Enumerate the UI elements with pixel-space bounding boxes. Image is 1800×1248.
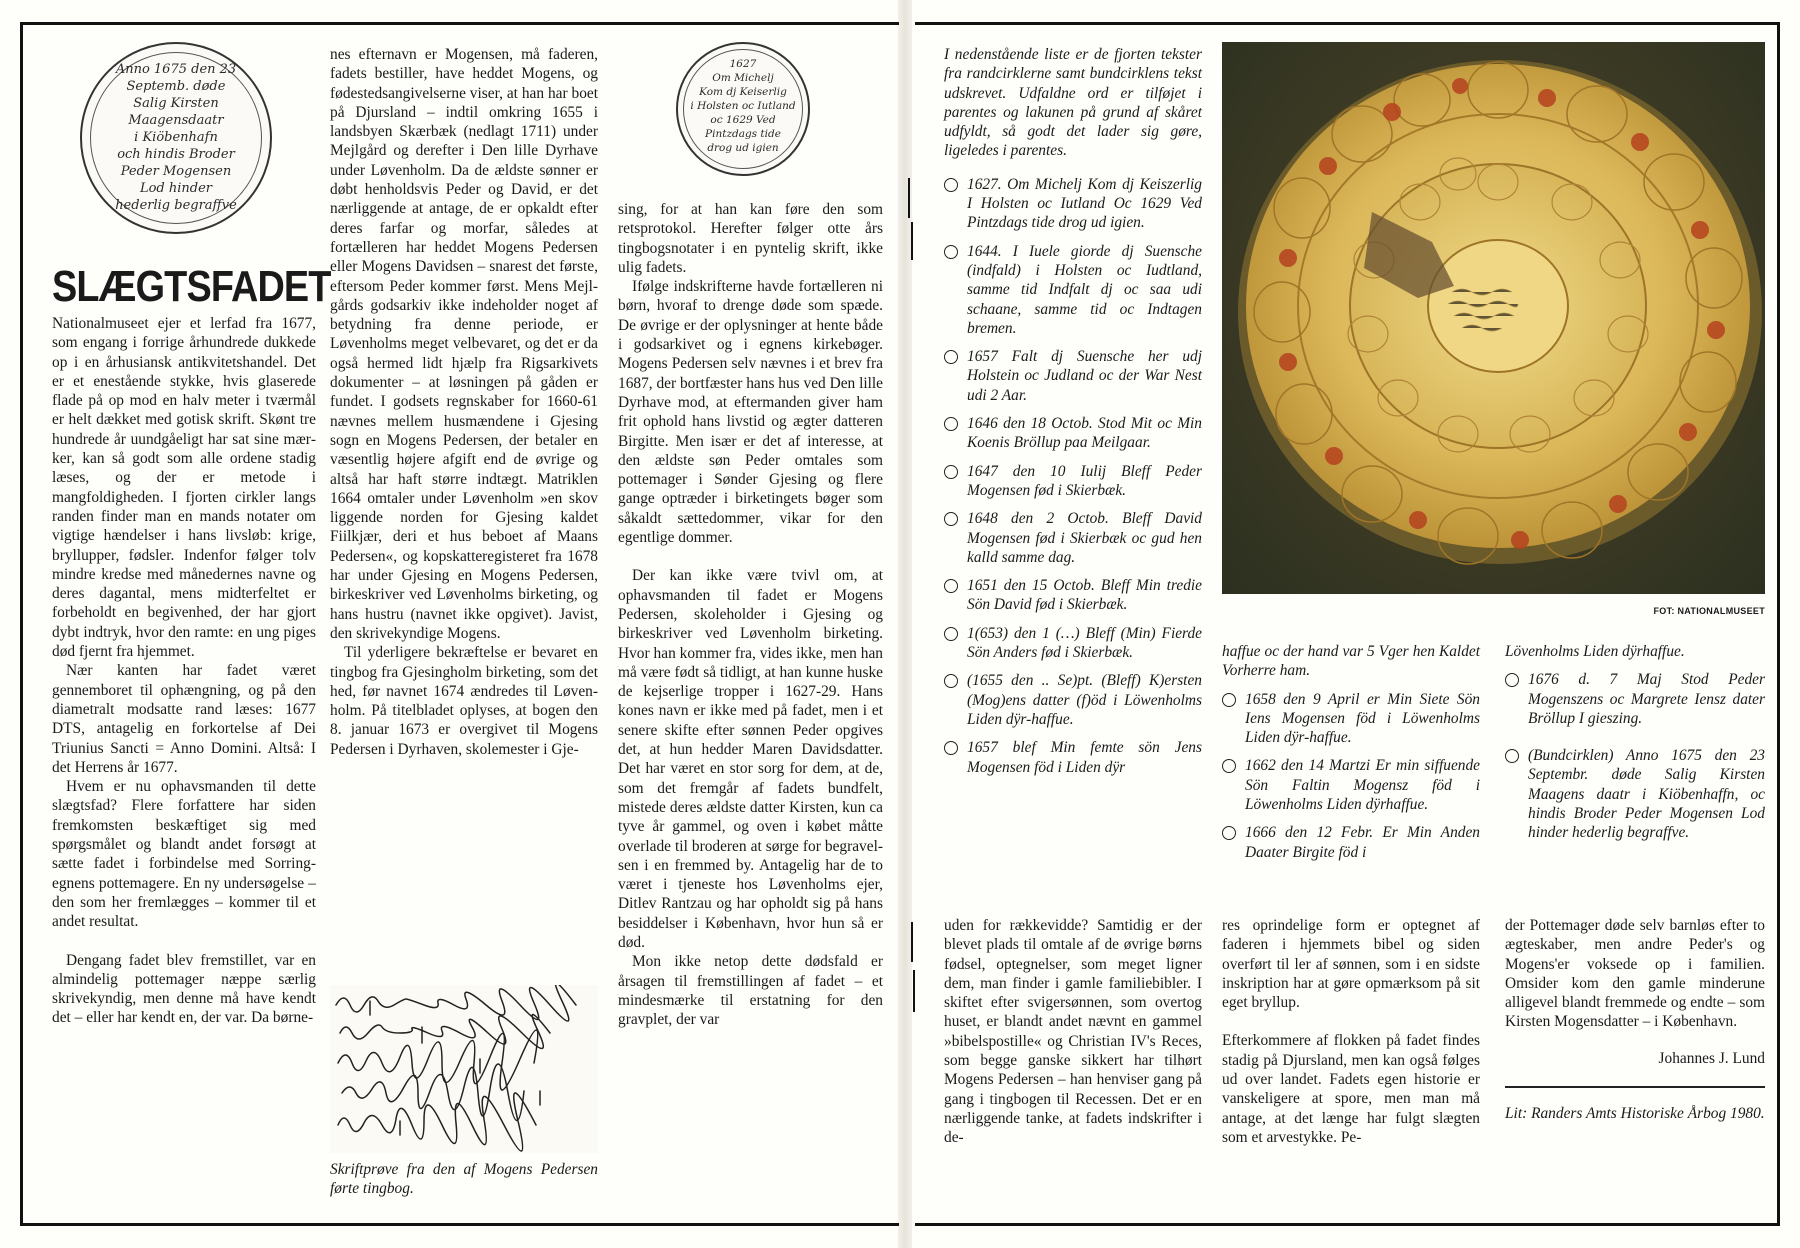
- inscription-entry: [944, 347, 1202, 405]
- inscription-text: 1657 blef Min femte sön Jens Mogensen föd i Liden dÿr: [967, 739, 1202, 776]
- inscription-text: 1651 den 15 Octob. Bleff Min tredie Sön David fød i Skierbæk.: [967, 577, 1202, 614]
- article-paragraph: Nationalmuseet ejer et lerfad fra 1677, som engang i forrige århundrede dukkede op i en århusiansk antikvitetshandel. Det er et enestående stykke, hvis glaserede flade på op mod en halv meter i tværmål er helt dækket med gotisk skrift. Skønt tre hundrede år uundgåeligt har sat sine mærker, kan så godt som alle ordene stadig læses, og der er metode i mangfoldigheden. I fjorten cirkler langs randen finder man en mands notater om vigtige hændelser i hans livsløb: krige, bryllupper, fødsler. Indenfor følger tolv mindre kredse med månedernes navne og deres dagantal, mens midterfeltet er forbeholdt en begivenhed, der har gjort dybt indtryk, hvor den ramte: en ung piges død fjernt fra hjemmet.: [52, 315, 316, 661]
- circle-bullet-icon: [1222, 693, 1236, 707]
- article-paragraph: nes efternavn er Mogensen, må faderen, fadets bestiller, have heddet Mogens, og fødestedsangivelserne viser, at han har boet på Djursland – indtil omkring 1655 i landsbyen Skærbæk (nedlagt 1711) under Mejlgård og derefter i Den lille Dyrhave under Løvenholm. Da de ældste sønner er døbt henholdsvis Peder og David, er det nærliggende at antage, de er opkaldt efter deres farfar og morfar, således at fortælleren har heddet Mogens Pedersen eller Mogens Davidsen – snarest det første, eftersom Peder kommer først. Mens Mejlgårds godsarkiv ikke indeholder noget af betydning fra denne periode, er Løvenholms meget velbevaret, og det er da også hermed lidt hjælp fra Rigsarkivets dokumenter – at løsningen på gåden er fundet. I godsets regnskaber for 1660-61 nævnes mellem husmændene i Gjesing sogn en Mogens Pedersen, der betaler en væsentlig højere afgift end de øvrige og altså har haft større indtægt. Matriklen 1664 omtaler under Løvenholm »en skov liggende norden for Gjesing kaldet Fiilkjær, deri et hus beboet af Maans Pedersen«, og kopskatteregisteret fra 1678 har under Gjesing en Mogens Pedersen, birkeskriver ved Løvenholms birketing, og hans hustru (navnet ikke opgivet). Javist, den skrivekyndige Mogens.: [330, 46, 598, 642]
- article-paragraph: Til yderligere bekræftelse er bevaret en tingbog fra Gjesingholm birketing, som det hed, før navnet 1674 ændredes til Løvenholm. På titelbladet oplyses, at bogen den 8. januar 1673 er overgivet til Mogens Pedersen i Dyrhaven, skolemester i Gje-: [330, 644, 598, 758]
- inscription-entry: [944, 671, 1202, 729]
- circle-bullet-icon: [1505, 673, 1519, 687]
- divider-rule: [1505, 1086, 1765, 1088]
- article-paragraph: Der kan ikke være tvivl om, at ophavsmanden til fadet er Mogens Pedersen, skoleholder i Gjesing og birkeskriver ved Løvenholm birketing. Hvor han kommer fra, vides ikke, men han må være født så tidligt, at han kunne huske de kejserlige tropper i 1627-29. Hans kones navn er ikke med på fadet, men i et senere skifte efter sønnen Peder opgives det, at hun hedder Maren Davidsdatter. Det har været en stor sorg for dem, at de, som det fremgår af fadets bundfelt, mistede deres ældste datter Kirsten, kun ca tyve år gammel, og oven i købet måtte overlade til broderen at sørge for begravelsen i en fremmed by. Antagelig har de to været i tjeneste hos Løvenholms ejer, Ditlev Rantzau og har opholdt sig på hans besiddelser i København, hvor hun så er død.: [618, 567, 883, 951]
- article-column-2: [330, 45, 598, 759]
- article-paragraph: Ifølge indskrifterne havde fortælleren ni børn, hvoraf to drenge døde som spæde. De øvrige er der oplysninger at hente både i godsarkivet og i egnens kirkebøger. Mogens Pedersen selv nævnes i et brev fra 1687, der bortfæster hans hus ved Den lille Dyrhave mod, at eftermanden giver ham frit ophold hans livstid og ægter datteren Birgitte. Men især er det af interesse, at den ældste søn Peder omtales som pottemager i Sønder Gjesing og flere gange optræder i birketingets bøger som såkaldt sættedommer, vikar for den egentlige dommer.: [618, 278, 884, 547]
- seal-inscription-line: Salig Kirsten: [133, 96, 219, 111]
- inscription-text: 1644. I Iuele giorde dj Suensche (indfald) i Holsten oc Iudtland, samme tid Indfalt dj oc saa udi schaane, samme tid oc Indtagen bremen.: [967, 242, 1202, 337]
- inscription-entry: [944, 509, 1202, 567]
- inscription-text: 1647 den 10 Iulij Bleff Peder Mogensen fød i Skierbæk.: [967, 462, 1202, 499]
- circle-bullet-icon: [1222, 759, 1236, 773]
- inscription-entry: [944, 624, 1202, 663]
- inscription-text: 1646 den 18 Octob. Stod Mit oc Min Koenis Bröllup paa Meilgaar.: [967, 415, 1202, 452]
- article-paragraph: uden for rækkevidde? Samtidig er der blevet plads til omtale af de øvrige børns fødsel, optegnelser, som meget ligner dem, man finder i gamle familiebibler. I skiftet efter svigersønnen, som overtog huset, er blandt andet nævnt en gammel »bibelspostille« og Christian IV's Reces, som begge ganske sikkert har tilhørt Mogens Pedersen – han henviser gang på gang i tingbogen til Recessen. Det er en nærliggende tanke, at fadets indskrifter i de-: [944, 917, 1202, 1147]
- article-paragraph: Nær kanten har fadet været gennemboret til ophængning, og på den diametralt modsatte rand læses: 1677 DTS, antagelig en forkortelse af Dei Triunius Sancti = Anno Domini. Altså: I det Herrens år 1677.: [52, 662, 316, 776]
- circle-bullet-icon: [944, 417, 958, 431]
- inscription-entry: [1505, 670, 1765, 728]
- article-column-3: [618, 200, 883, 1029]
- seal-inscription-line: i Kiöbenhafn: [134, 130, 218, 145]
- inscription-text: (1655 den .. Se)pt. (Bleff) K)ersten (Mog)ens datter (f)öd i Löwenholms Liden dÿr-haffue.: [967, 672, 1202, 728]
- article-column-6: [1505, 916, 1765, 1123]
- handwriting-sample-image: [330, 985, 598, 1153]
- inscription-continuation: haffue oc der hand var 5 Vger hen Kaldet Vorherre ham.: [1222, 643, 1480, 680]
- article-paragraph: res oprindelige form er optegnet af faderen i hjemmets bibel og siden overført til ler af sønnen, som i en sidste inskription har at gøre opmærksom på sit eget bryllup.: [1222, 917, 1480, 1012]
- circle-bullet-icon: [944, 178, 958, 192]
- seal-inscription-line: Maagensdaatr: [128, 113, 224, 128]
- seal-inscription-line: Om Michelj: [712, 72, 774, 84]
- inscription-text: 1676 d. 7 Maj Stod Peder Mogenszens oc Margrete Iensz dater Bröllup I gieszing.: [1528, 671, 1765, 727]
- article-paragraph: der Pottemager døde selv barnløs efter to ægteskaber, men andre Peder's og Mogens'er voksede op i familien. Omsider kom den gamle minderune alligevel blandt fremmede og endte – som Kirsten Mogensdatter – i København.: [1505, 917, 1765, 1031]
- author-signature: Johannes J. Lund: [1658, 1049, 1765, 1067]
- inscription-list-column-1: [944, 45, 1202, 786]
- inscription-text: 1657 Falt dj Suensche her udj Holstein oc Judland oc der War Nest udi 2 Aar.: [967, 348, 1202, 404]
- circle-bullet-icon: [944, 245, 958, 259]
- inscription-text: 1(653) den 1 (…) Bleff (Min) Fierde Sön Anders fød i Skierbæk.: [967, 624, 1202, 662]
- seal-inscription-line: och hindis Broder: [117, 147, 235, 162]
- article-column-4: [944, 916, 1202, 1148]
- circle-bullet-icon: [1222, 826, 1236, 840]
- inscription-entry: [1222, 690, 1480, 748]
- inscription-entry: [1222, 756, 1480, 814]
- margin-bar: [911, 922, 913, 962]
- seal-inscription-middle: [676, 42, 810, 176]
- plate-illustration: [1222, 42, 1765, 594]
- circle-bullet-icon: [944, 350, 958, 364]
- literature-reference: Lit: Randers Amts Historiske Årbog 1980.: [1505, 1105, 1765, 1123]
- seal-inscription-line: 1627: [729, 58, 757, 70]
- seal-inscription-line: Kom dj Keiserlig: [699, 86, 787, 98]
- circle-bullet-icon: [944, 741, 958, 755]
- margin-bar: [913, 970, 915, 1012]
- article-paragraph: Dengang fadet blev fremstillet, var en almindelig pottemager næppe særlig skrivekyndig, men denne må have kendt det – eller har kendt en, der var. Da børne-: [52, 951, 316, 1027]
- plate-photograph: [1222, 42, 1765, 594]
- inscription-list-column-2: [1222, 642, 1480, 871]
- article-paragraph: Mon ikke netop dette dødsfald er årsagen til fremstillingen af fadet – et mindesmærke til erstatning for den gravplet, der var: [618, 953, 883, 1029]
- inscription-text: 1666 den 12 Febr. Er Min Anden Daater Birgite föd i: [1245, 824, 1480, 861]
- list-intro: I nedenstående liste er de fjorten tekster fra randcirklerne samt bundcirklens tekst udskrevet. Udfaldne ord er tilføjet i parentes og lakunen på grund af skåret udfyldt, så godt det lader sig gøre, ligeledes i parentes.: [944, 46, 1202, 160]
- article-column-1: [52, 314, 316, 1028]
- circle-bullet-icon: [944, 465, 958, 479]
- article-paragraph: sing, for at han kan føre den som retsprotokol. Herefter følger otte års tingbogsnotater i en pyntelig skrift, ikke ulig fadets.: [618, 201, 883, 276]
- inscription-entry: [944, 576, 1202, 615]
- circle-bullet-icon: [944, 627, 958, 641]
- circle-bullet-icon: [944, 579, 958, 593]
- inscription-text: 1648 den 2 Octob. Bleff David Mogensen fød i Skierbæk oc gud hen kalld samme dag.: [967, 510, 1202, 566]
- seal-inscription-line: Septemb. døde: [126, 79, 226, 94]
- inscription-entry: [944, 242, 1202, 338]
- article-paragraph: Efterkommere af flokken på fadet findes stadig på Djursland, men kan også følges ud over landet. Fadets egen historie er vanskeligere at spore, men man må antage, at det længe har fulgt slægten som et arvestykke. Pe-: [1222, 1032, 1480, 1146]
- inscription-text: 1658 den 9 April er Min Siete Sön Iens Mogensen föd i Löwenholms Liden dÿr-haffue.: [1245, 690, 1480, 747]
- handwriting-caption: Skriftprøve fra den af Mogens Pedersen førte tingbog.: [330, 1161, 598, 1198]
- seal-inscription-line: oc 1629 Ved: [710, 114, 776, 126]
- article-paragraph: Hvem er nu ophavsmanden til dette slægtsfad? Flere forfattere har siden fremkomsten beskæftiget sig med spørgsmålet og blandt andet forsøgt at sætte fadet i forbindelse med Sorringegnens pottemagere. En ny undersøgelse – den som her fremlægges – kommer til et andet resultat.: [52, 778, 316, 931]
- seal-inscription-line: Pintzdags tide: [705, 128, 781, 140]
- inscription-entry: [944, 462, 1202, 501]
- seal-inscription-line: Lod hinder: [139, 181, 213, 196]
- seal-inscription-line: Anno 1675 den 23: [115, 62, 237, 77]
- inscription-entry: [1222, 823, 1480, 862]
- margin-bar: [908, 178, 910, 218]
- inscription-text: 1627. Om Michelj Kom dj Keiszerlig I Holsten oc Iutland Oc 1629 Ved Pintzdags tide drog ud igien.: [967, 175, 1202, 232]
- seal-inscription-line: hederlig begraffve: [115, 198, 237, 213]
- inscription-text: (Bundcirklen) Anno 1675 den 23 Septembr. døde Salig Kirsten Maagens daatr i Kiöbenhaffn, oc hindis Broder Peder Mogensen Lod hinder hederlig begraffve.: [1528, 747, 1765, 842]
- seal-inscription-top: [80, 42, 272, 234]
- handwriting-scribble: [330, 985, 598, 1153]
- seal-inscription-line: i Holsten oc Iutland: [690, 100, 796, 112]
- inscription-list-column-3: [1505, 642, 1765, 852]
- inscription-text: 1662 den 14 Martzi Er min siffuende Sön Faltin Mogensz föd i Löwenholms Liden dÿrhaffue.: [1245, 757, 1480, 814]
- seal-inscription-line: drog ud igien: [707, 142, 779, 154]
- article-title: SLÆGTSFADET: [52, 262, 331, 311]
- inscription-entry: [944, 738, 1202, 777]
- circle-bullet-icon: [944, 674, 958, 688]
- inscription-entry: [944, 175, 1202, 233]
- inscription-continuation: Lövenholms Liden dÿrhaffue.: [1505, 643, 1685, 660]
- article-column-5: [1222, 916, 1480, 1147]
- inscription-entry: [944, 414, 1202, 453]
- seal-inscription-line: Peder Mogensen: [120, 164, 232, 179]
- photo-credit: FOT: NATIONALMUSEET: [1653, 606, 1765, 616]
- circle-bullet-icon: [944, 512, 958, 526]
- inscription-entry: [1505, 746, 1765, 842]
- circle-bullet-icon: [1505, 749, 1519, 763]
- margin-bar: [911, 222, 913, 260]
